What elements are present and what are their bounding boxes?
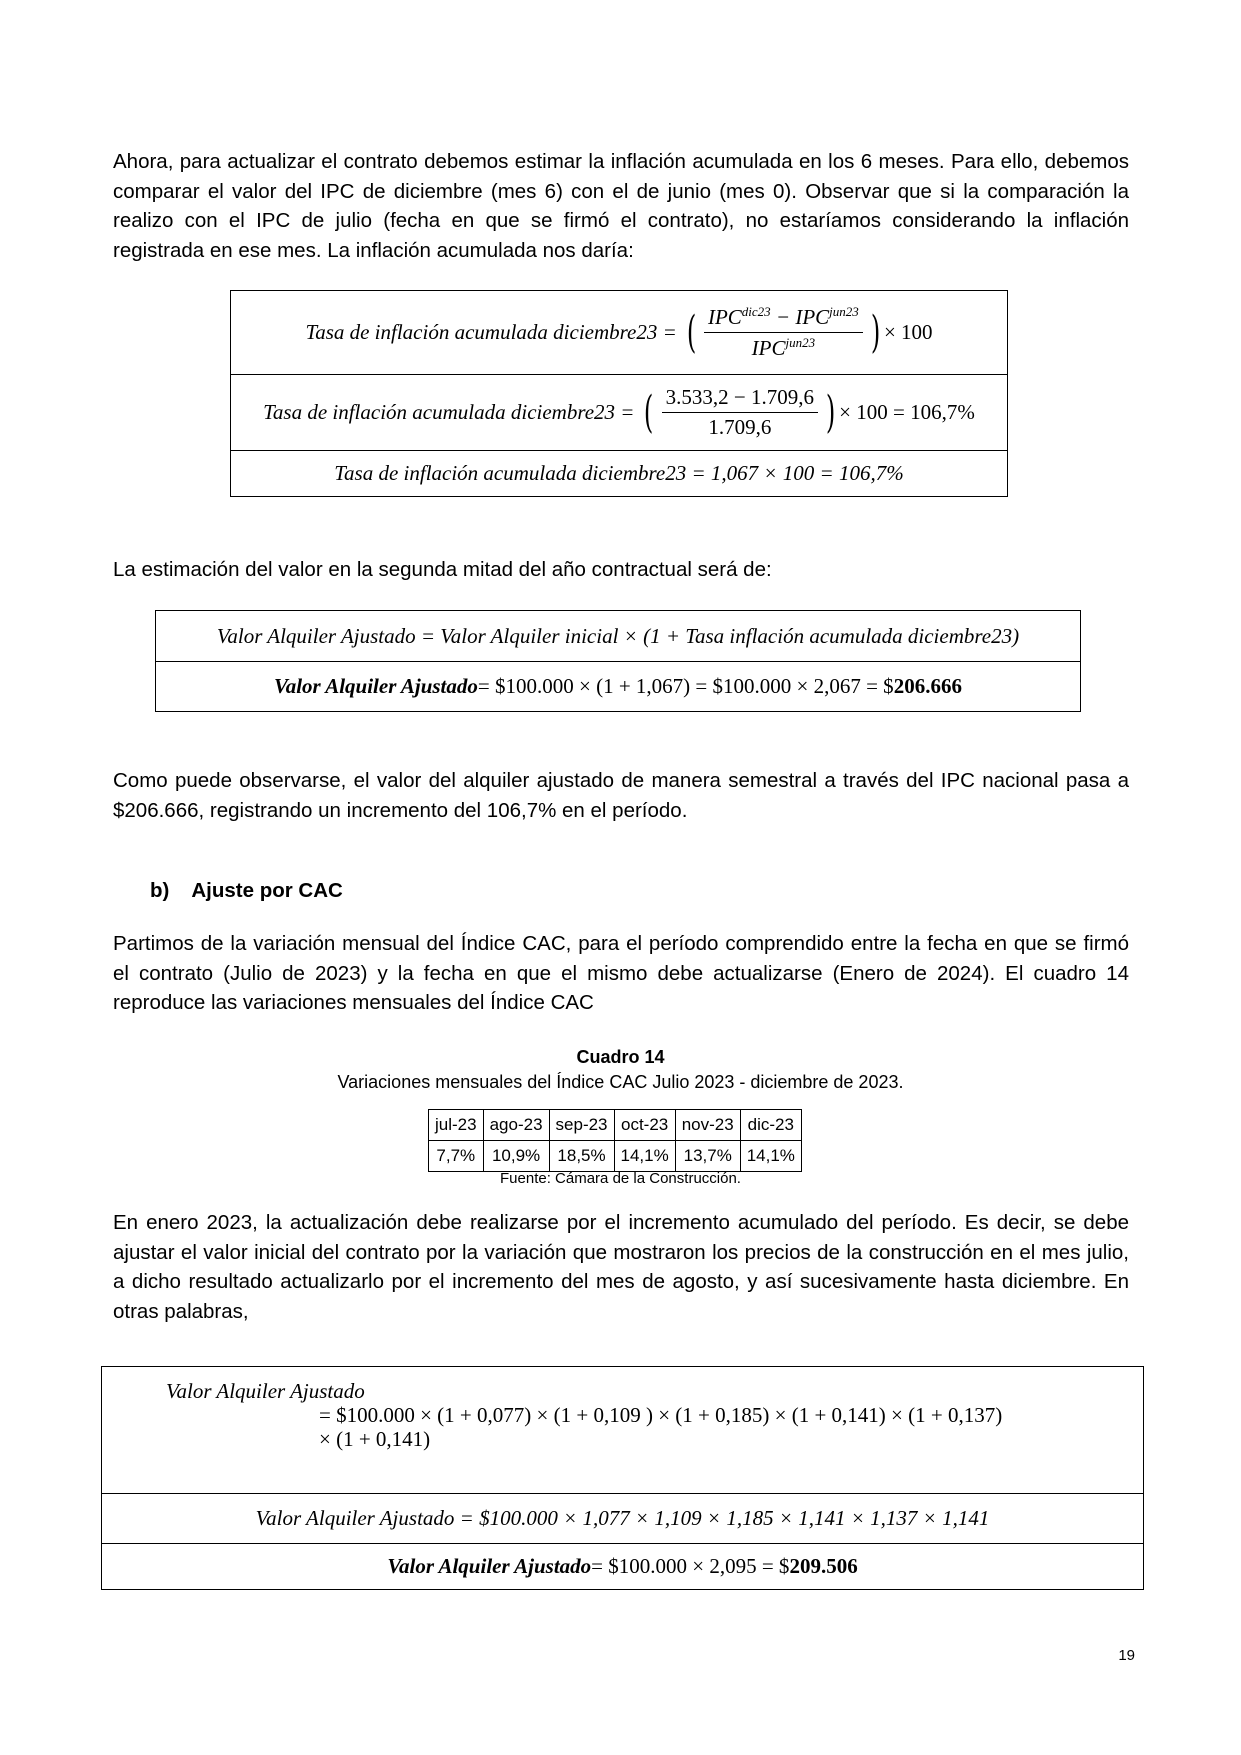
formula-tail: × 100 xyxy=(883,320,933,344)
formula-lhs: Tasa de inflación acumulada diciembre23 = xyxy=(263,400,635,424)
section-heading: b) Ajuste por CAC xyxy=(150,879,343,902)
table-cell: 7,7% xyxy=(429,1141,484,1172)
cac-formula-factors: Valor Alquiler Ajustado = $100.000 × 1,077 × 1,109 × 1,185 × 1,141 × 1,137 × 1,141 xyxy=(102,1493,1143,1543)
adjusted-rent-result: Valor Alquiler Ajustado = $100.000 × (1 + 1,067) = $100.000 × 2,067 = $ 206.666 xyxy=(156,661,1080,710)
table-subtitle: Variaciones mensuales del Índice CAC Julio 2023 - diciembre de 2023. xyxy=(337,1072,904,1092)
cac-table xyxy=(428,1109,802,1172)
table-cell: 14,1% xyxy=(740,1141,801,1172)
cumulative-paragraph: En enero 2023, la actualización debe realizarse por el incremento acumulado del período. Es decir, se debe ajustar el valor inicial del contrato por la variación que mostraron los precios de la construcción en el mes julio, a dicho resultado actualizarlo por el incremento del mes de agosto, y así sucesivamente hasta diciembre. En otras palabras, xyxy=(113,1211,1129,1323)
table-cell: 14,1% xyxy=(614,1141,675,1172)
estimate-paragraph: La estimación del valor en la segunda mitad del año contractual será de: xyxy=(113,558,772,581)
formula-row-general: Tasa de inflación acumulada diciembre23 = ( $\frac{IPC^{dic23} - IPC^{jun23}}{IPC^{jun23}}$ ) × 100 xyxy=(305,304,933,360)
table-header-row xyxy=(429,1110,802,1141)
adjusted-rent-box xyxy=(155,610,1081,712)
table-cell: 10,9% xyxy=(483,1141,549,1172)
formula-result: × 100 = 106,7% xyxy=(839,400,975,424)
table-source: Fuente: Cámara de la Construcción. xyxy=(500,1170,741,1187)
table-cell: 18,5% xyxy=(549,1141,614,1172)
formula-row-values: Tasa de inflación acumulada diciembre23 = ( $\frac{3.533,2 - 1.709,6}{1.709,6}$ ) × 100 = 106,7% xyxy=(231,374,1007,450)
values-fraction: $\frac{3.533,2 - 1.709,6}{1.709,6}$ xyxy=(662,385,818,440)
table-title: Cuadro 14 xyxy=(576,1047,665,1067)
table-header-cell: dic-23 xyxy=(740,1110,801,1141)
cac-formula-expanded: Valor Alquiler Ajustado = $100.000 × (1 + 0,077) × (1 + 0,109 ) × (1 + 0,185) × (1 + 0,141) × (1 + 0,137) × (1 + 0,141) xyxy=(166,1379,1003,1451)
ipc-fraction: $\frac{IPC^{dic23} - IPC^{jun23}}{IPC^{jun23}}$ xyxy=(704,304,863,361)
cac-formula-result: Valor Alquiler Ajustado = $100.000 × 2,095 = $ 209.506 xyxy=(102,1543,1143,1588)
adjusted-rent-formula: Valor Alquiler Ajustado = Valor Alquiler inicial × (1 + Tasa inflación acumulada diciembre23) xyxy=(216,623,1020,648)
table-header-cell: ago-23 xyxy=(483,1110,549,1141)
cac-adjusted-box xyxy=(101,1366,1144,1590)
cac-intro-paragraph: Partimos de la variación mensual del Índice CAC, para el período comprendido entre la fecha en que se firmó el contrato (Julio de 2023) y la fecha en que el mismo debe actualizarse (Enero de 2024). El cuadro 14 reproduce las variaciones mensuales del Índice CAC xyxy=(113,932,1129,1014)
table-cell: 13,7% xyxy=(675,1141,740,1172)
table-header-cell: jul-23 xyxy=(429,1110,484,1141)
formula-row-result: Tasa de inflación acumulada diciembre23 = 1,067 × 100 = 106,7% xyxy=(231,450,1007,495)
table-header-cell: oct-23 xyxy=(614,1110,675,1141)
intro-paragraph: Ahora, para actualizar el contrato debemos estimar la inflación acumulada en los 6 meses. Para ello, debemos comparar el valor del IPC de diciembre (mes 6) con el de junio (mes 0). Observar que si la comparación la realizo con el IPC de julio (fecha en que se firmó el contrato), no estaríamos considerando la inflación registrada en ese mes. La inflación acumulada nos daría: xyxy=(113,150,1129,262)
inflation-formula-box xyxy=(230,290,1008,497)
table-header-cell: nov-23 xyxy=(675,1110,740,1141)
formula-lhs: Tasa de inflación acumulada diciembre23 = xyxy=(305,320,677,344)
conclusion-paragraph: Como puede observarse, el valor del alquiler ajustado de manera semestral a través del IPC nacional pasa a $206.666, registrando un incremento del 106,7% en el período. xyxy=(113,769,1129,822)
page-number: 19 xyxy=(1118,1647,1135,1664)
table-row xyxy=(429,1141,802,1172)
table-header-cell: sep-23 xyxy=(549,1110,614,1141)
